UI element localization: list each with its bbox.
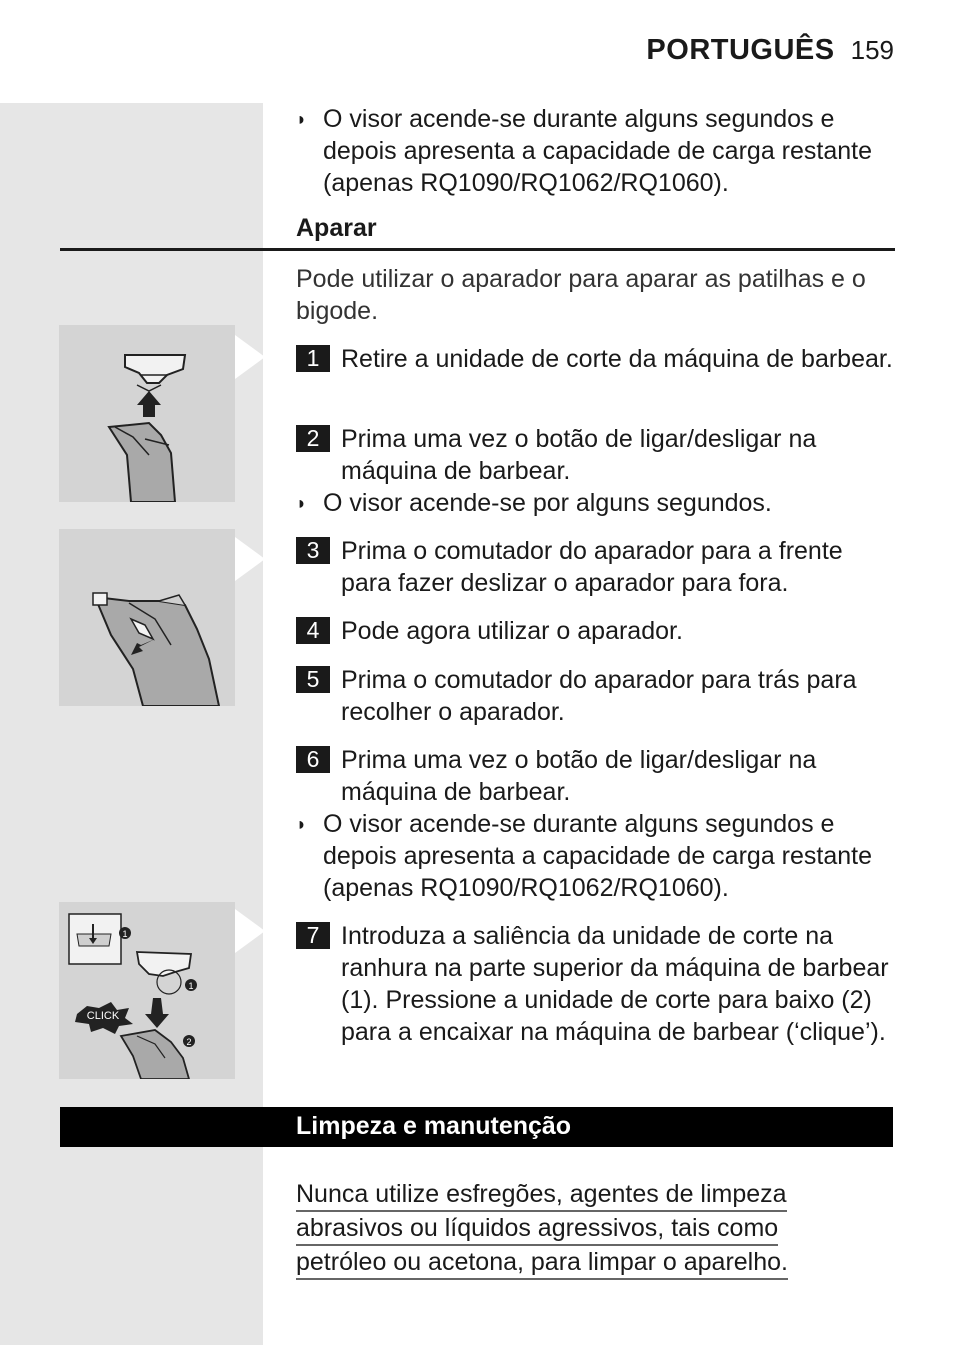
- step-5: [296, 664, 896, 728]
- step-text: Prima o comutador do aparador para a frente para fazer deslizar o aparador para fora.: [341, 537, 843, 597]
- click-label: CLICK: [86, 1010, 120, 1022]
- section-intro: Pode utilizar o aparador para aparar as patilhas e o bigode.: [296, 265, 866, 325]
- bullet-marker-icon: ◗: [296, 493, 307, 513]
- step-3: [296, 535, 896, 599]
- step-7: [296, 920, 896, 1048]
- step-text: Prima uma vez o botão de ligar/desligar na máquina de barbear.: [341, 425, 817, 485]
- language-heading: PORTUGUÊS: [646, 34, 835, 66]
- warning-line: abrasivos ou líquidos agressivos, tais como: [296, 1212, 778, 1246]
- illustration-pointer: [235, 335, 265, 379]
- result-bullet: [296, 808, 896, 904]
- step-number: 3: [296, 537, 330, 564]
- result-bullet: [296, 103, 896, 199]
- fig-marker: 2: [186, 1037, 192, 1047]
- step-text: Prima uma vez o botão de ligar/desligar na máquina de barbear.: [341, 746, 817, 806]
- step-text: Introduza a saliência da unidade de corte na ranhura na parte superior da máquina de barbear (1). Pressione a unidade de corte para baixo (2) para a encaixar na máquina de barbear (‘clique’).: [341, 922, 889, 1046]
- warning-line: petróleo ou acetona, para limpar o aparelho.: [296, 1246, 788, 1280]
- bullet-marker-icon: ◗: [296, 814, 307, 834]
- page-margin-sidebar: [0, 103, 263, 1345]
- fig-marker: 1: [188, 981, 194, 991]
- illustration-attach-cutting-unit: [59, 902, 235, 1079]
- bullet-text: O visor acende-se durante alguns segundos e depois apresenta a capacidade de carga restante (apenas RQ1090/RQ1062/RQ1060).: [323, 810, 872, 902]
- shaver-attach-head-icon: [59, 902, 235, 1079]
- step-number: 5: [296, 666, 330, 693]
- step-number: 7: [296, 922, 330, 949]
- shaver-remove-head-icon: [59, 325, 235, 502]
- step-4: [296, 615, 896, 647]
- illustration-remove-cutting-unit: [59, 325, 235, 502]
- step-number: 4: [296, 617, 330, 644]
- page-header: [646, 34, 894, 67]
- section-divider: [60, 248, 895, 251]
- step-1: [296, 343, 896, 375]
- cleaning-warning: [296, 1178, 856, 1280]
- step-text: Prima o comutador do aparador para trás para recolher o aparador.: [341, 666, 857, 726]
- step-2: [296, 423, 896, 487]
- warning-line: Nunca utilize esfregões, agentes de limpeza: [296, 1178, 787, 1212]
- bullet-text: O visor acende-se durante alguns segundos e depois apresenta a capacidade de carga restante (apenas RQ1090/RQ1062/RQ1060).: [323, 105, 872, 197]
- step-number: 1: [296, 345, 330, 372]
- illustration-trimmer-slide: [59, 529, 235, 706]
- step-6: [296, 744, 896, 808]
- step-text: Retire a unidade de corte da máquina de barbear.: [341, 345, 893, 373]
- section-title-cleaning: Limpeza e manutenção: [296, 1112, 572, 1140]
- bullet-marker-icon: ◗: [296, 109, 307, 129]
- section-header-cleaning: [60, 1107, 893, 1147]
- step-number: 2: [296, 425, 330, 452]
- section-title-trim: Aparar: [296, 214, 377, 242]
- step-number: 6: [296, 746, 330, 773]
- illustration-pointer: [235, 909, 265, 953]
- fig-marker: 1: [122, 929, 128, 939]
- bullet-text: O visor acende-se por alguns segundos.: [323, 489, 772, 517]
- page-number: 159: [850, 35, 894, 65]
- result-bullet: [296, 487, 896, 519]
- step-text: Pode agora utilizar o aparador.: [341, 617, 683, 645]
- shaver-trimmer-icon: [59, 529, 235, 706]
- illustration-pointer: [235, 537, 265, 581]
